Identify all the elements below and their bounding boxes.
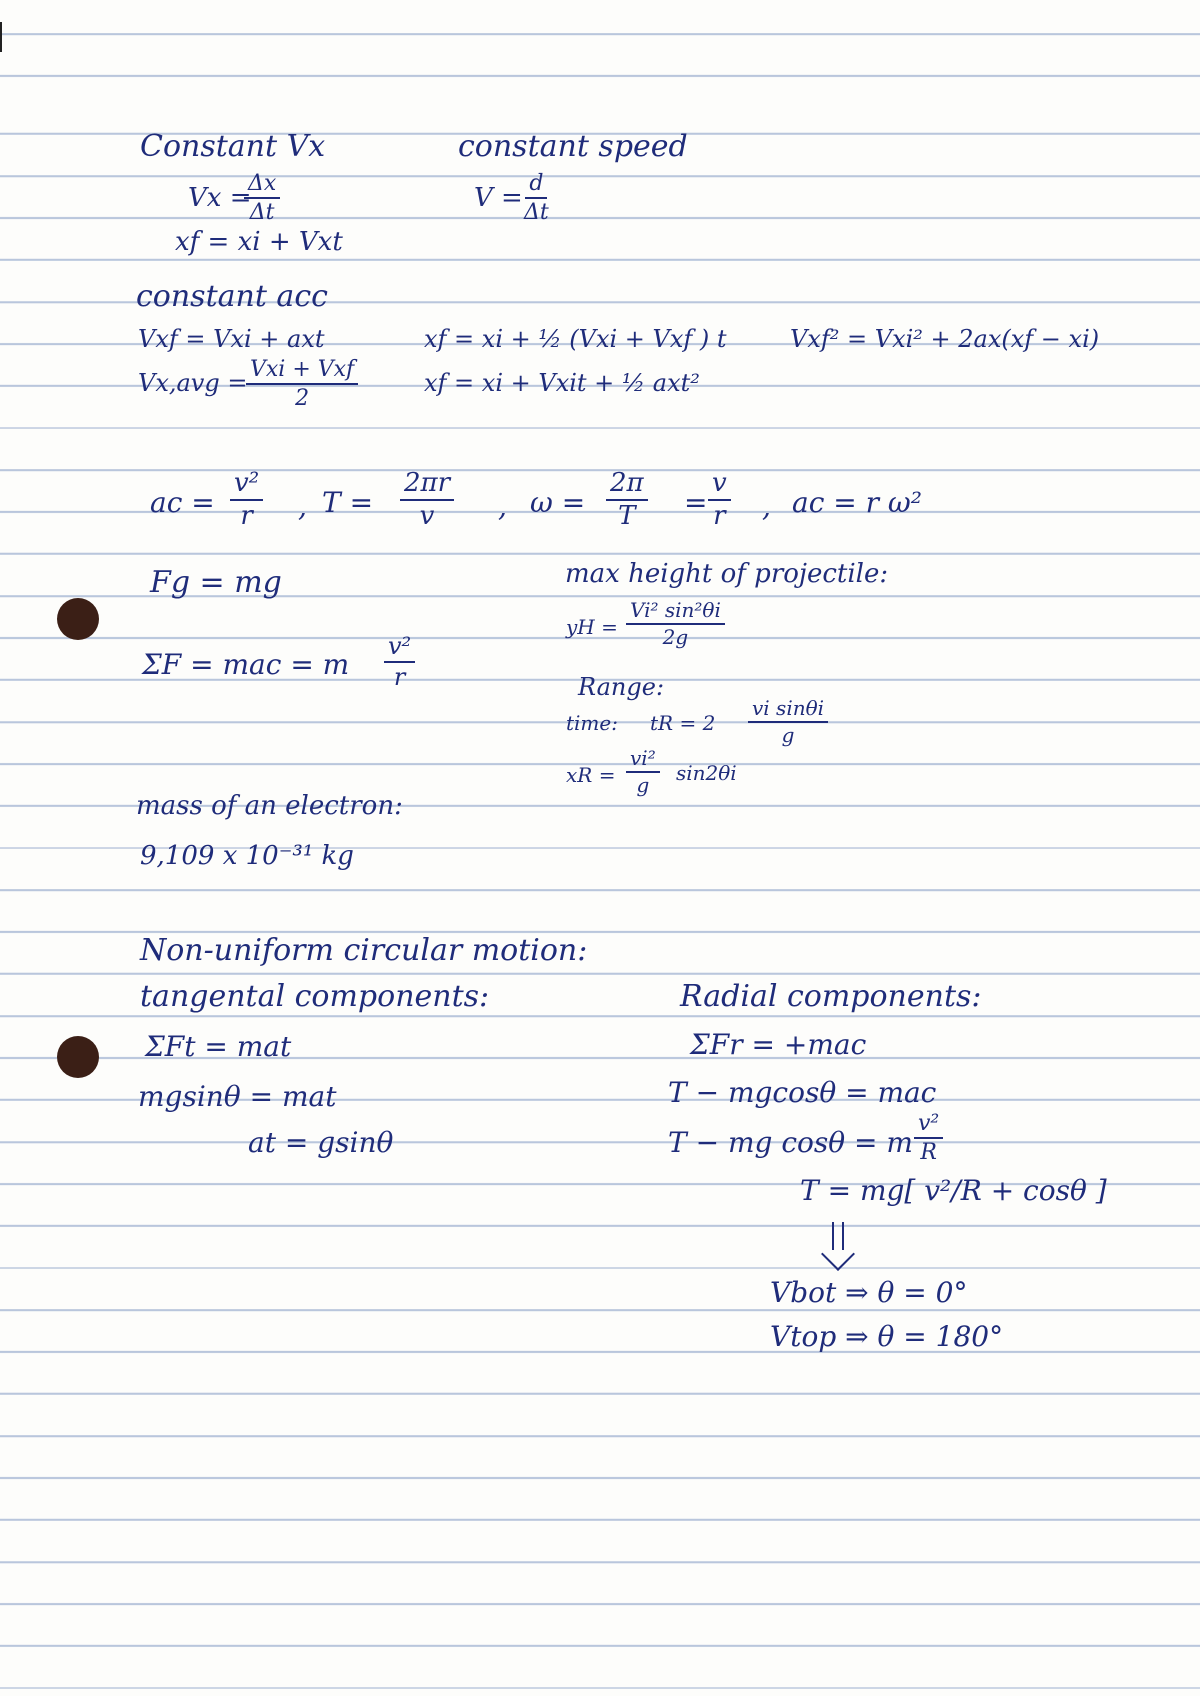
fraction-denominator: r [240, 501, 253, 532]
constant-vx-heading: Constant Vx [140, 129, 326, 164]
fraction-denominator: 2g [662, 625, 689, 649]
implies-arrow-icon [820, 1222, 860, 1272]
average-velocity-fraction [246, 358, 358, 410]
centripetal-accel-lhs: ac = [150, 486, 215, 519]
radial-components-label: Radial components: [680, 979, 982, 1014]
angular-velocity-fraction [606, 470, 648, 531]
fraction-denominator: g [781, 723, 795, 747]
vx-equation-lhs: Vx = [188, 183, 252, 213]
radial-force-equation: ΣFr = +mac [690, 1028, 867, 1061]
fraction-numerator: Vi² sin²θi [626, 600, 725, 625]
fraction-numerator: v [708, 470, 731, 501]
punch-hole [57, 1036, 99, 1078]
fraction-denominator: 2 [295, 386, 310, 412]
fraction-denominator: v [419, 501, 435, 532]
fraction-denominator: Δt [524, 200, 549, 226]
speed-equation-lhs: V = [474, 183, 523, 213]
v-over-r-fraction [708, 470, 731, 531]
velocity-equation: Vxf = Vxi + axt [138, 325, 325, 353]
displacement-equation: xf = xi + ½ (Vxi + Vxf ) t [424, 325, 727, 353]
constant-speed-heading: constant speed [458, 129, 688, 164]
range-label: Range: [578, 673, 665, 701]
bottom-velocity-condition: Vbot ⇒ θ = 0° [770, 1276, 968, 1309]
fraction-denominator: r [393, 663, 406, 692]
position-equation: xf = xi + Vxt [175, 227, 343, 257]
weight-equation: Fg = mg [150, 565, 282, 600]
fraction-denominator: r [713, 501, 726, 532]
fraction-numerator: vi² [626, 748, 660, 773]
angular-velocity-lhs: ω = [530, 486, 586, 519]
page-edge-mark [0, 22, 2, 52]
net-force-equation: ΣF = mac = m [142, 648, 350, 681]
electron-mass-label: mass of an electron: [136, 791, 403, 821]
tangential-components-label: tangental components: [140, 979, 490, 1014]
fraction-numerator: v² [384, 634, 415, 663]
tension-result-equation: T = mg[ v²/R + cosθ ] [800, 1174, 1107, 1207]
electron-mass-value: 9,109 x 10⁻³¹ kg [140, 841, 354, 871]
period-lhs: T = [322, 486, 374, 519]
fraction-denominator: R [920, 1140, 937, 1166]
period-fraction [400, 470, 454, 531]
fraction-numerator: Vxi + Vxf [246, 358, 358, 385]
centripetal-omega-equation: ac = r ω² [792, 486, 922, 519]
kinematic-position-equation: xf = xi + Vxit + ½ axt² [424, 369, 700, 397]
fraction-denominator: g [636, 773, 650, 797]
time-equation: tR = 2 [650, 711, 716, 735]
max-height-label: max height of projectile: [565, 559, 889, 589]
separator-comma: , [498, 490, 507, 523]
radial-tension-fraction [914, 1112, 943, 1164]
fraction-numerator: vi sinθi [748, 698, 828, 723]
net-force-fraction [384, 634, 415, 690]
fraction-denominator: T [618, 501, 636, 532]
time-label: time: [566, 711, 618, 735]
constant-acc-heading: constant acc [136, 279, 328, 314]
separator-comma: , [298, 490, 307, 523]
fraction-numerator: 2πr [400, 470, 454, 501]
radial-tension-equation: T − mgcosθ = mac [668, 1076, 937, 1109]
range-lhs: xR = [566, 763, 616, 787]
fraction-numerator: Δx [244, 172, 280, 199]
radial-tension-v-equation: T − mg cosθ = m [668, 1126, 913, 1159]
tangential-force-equation: ΣFt = mat [145, 1030, 292, 1063]
speed-fraction [520, 172, 553, 224]
separator-comma: , [762, 490, 771, 523]
punch-hole [57, 598, 99, 640]
fraction-numerator: v² [914, 1112, 943, 1139]
range-fraction [626, 748, 660, 796]
top-velocity-condition: Vtop ⇒ θ = 180° [770, 1320, 1004, 1353]
time-fraction [748, 698, 828, 746]
max-height-lhs: yH = [566, 615, 618, 639]
tangential-accel-equation: at = gsinθ [248, 1126, 394, 1159]
fraction-numerator: d [525, 172, 547, 199]
tangential-sin-equation: mgsinθ = mat [138, 1080, 337, 1113]
velocity-squared-equation: Vxf² = Vxi² + 2ax(xf − xi) [790, 325, 1100, 353]
fraction-numerator: 2π [606, 470, 648, 501]
fraction-denominator: Δt [249, 200, 275, 226]
circular-motion-heading: Non-uniform circular motion: [140, 933, 588, 968]
range-rhs: sin2θi [676, 761, 737, 785]
vx-fraction [244, 172, 280, 224]
average-velocity-lhs: Vx,avg = [138, 369, 248, 397]
fraction-numerator: v² [230, 470, 263, 501]
max-height-fraction [626, 600, 725, 648]
equals-sign: = [684, 486, 708, 519]
centripetal-accel-fraction [230, 470, 263, 531]
